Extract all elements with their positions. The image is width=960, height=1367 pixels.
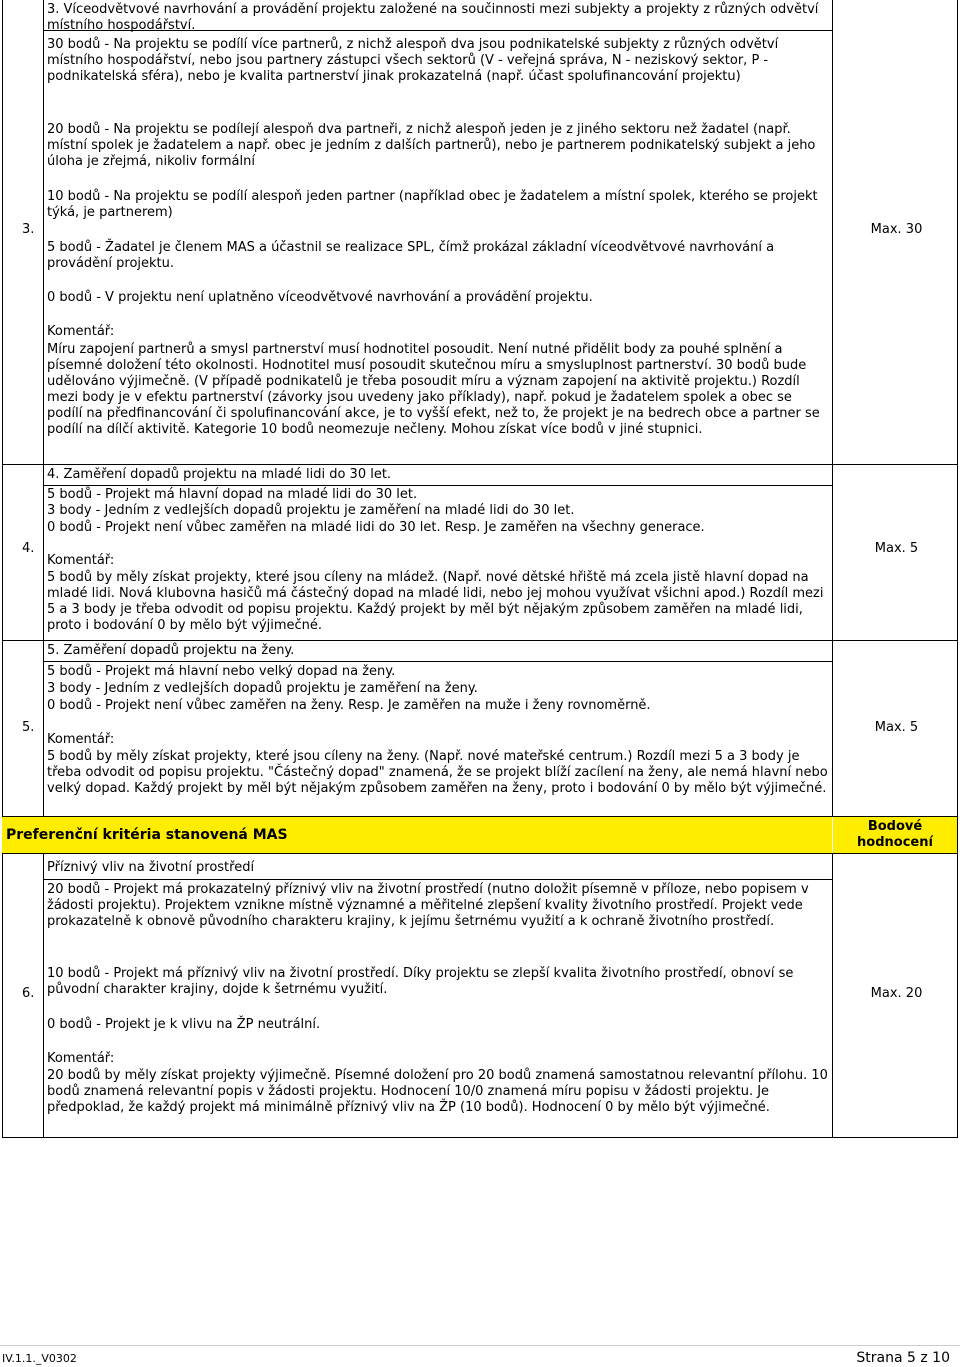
section-title: Preferenční kritéria stanovená MAS bbox=[2, 817, 832, 853]
criterion-heading: 3. Víceodvětvové navrhování a provádění projektu založené na součinnosti mezi subjekty a projekty z různých odvětví místního hospodářství. bbox=[47, 2, 819, 33]
scoring-0: 0 bodů - Projekt není vůbec zaměřen na ženy. Resp. Je zaměřen na muže i ženy rovnoměrně. bbox=[47, 698, 651, 713]
scoring-10: 10 bodů - Na projektu se podílí alespoň jeden partner (například obec je žadatelem a místní spolek, kterého se projekt týká, je partnerem) bbox=[47, 189, 818, 220]
scoring-3: 3 body - Jedním z vedlejších dopadů projektu je zaměření na ženy. bbox=[47, 681, 478, 696]
criterion-number: 3. bbox=[22, 222, 35, 237]
scoring-20: 20 bodů - Na projektu se podílejí alespoň dva partneři, z nichž alespoň jeden je z jiného sektoru než žadatel (např. místní spolek je žadatelem a např. obec je jedním z dalších partnerů), nebo je partnerem podnikatelský subjekt a jeho úloha je zřejmá, nikoliv formální bbox=[47, 122, 816, 169]
scoring-0: 0 bodů - V projektu není uplatněno víceodvětvové navrhování a provádění projektu. bbox=[47, 290, 593, 305]
scoring-0: 0 bodů - Projekt je k vlivu na ŽP neutrální. bbox=[47, 1017, 321, 1032]
comment-label: Komentář: bbox=[47, 324, 115, 339]
comment-label: Komentář: bbox=[47, 1051, 115, 1066]
scoring-20: 20 bodů - Projekt má prokazatelný příznivý vliv na životní prostředí (nutno doložit písemně v příloze, nebo popisem v žádosti projektu). Projektem vznikne místně významné a měřitelné zlepšení kvality životního prostředí. Projekt vede prokazatelně k obnově původního charakteru krajiny, k jejímu šetrnému využití a k ochraně životního prostředí. bbox=[47, 882, 809, 929]
scoring-0: 0 bodů - Projekt není vůbec zaměřen na mladé lidi do 30 let. Resp. Je zaměřen na všechny generace. bbox=[47, 520, 705, 535]
max-score: Max. 20 bbox=[870, 986, 923, 1001]
criterion-heading: Příznivý vliv na životní prostředí bbox=[47, 860, 255, 875]
criterion-number: 6. bbox=[22, 986, 35, 1001]
scoring-5: 5 bodů - Projekt má hlavní nebo velký dopad na ženy. bbox=[47, 664, 396, 679]
max-score: Max. 5 bbox=[874, 720, 919, 735]
score-header: Bodové hodnocení bbox=[833, 817, 957, 853]
comment-text: 5 bodů by měly získat projekty, které jsou cíleny na ženy. (Např. nové mateřské centrum.) Rozdíl mezi 5 a 3 body je třeba odvodit od popisu projektu. "Částečný dopad" znamená, že se projekt blíží zacílení na ženy, ale nemá hlavní nebo velký dopad. Každý projekt by měl být nějakým způsobem zaměřen na ženy, proto i bodování 0 by mělo být výjimečné. bbox=[47, 749, 828, 796]
scoring-3: 3 body - Jedním z vedlejších dopadů projektu je zaměření na mladé lidi do 30 let. bbox=[47, 503, 575, 518]
max-score: Max. 5 bbox=[874, 541, 919, 556]
comment-label: Komentář: bbox=[47, 732, 115, 747]
criterion-heading: 4. Zaměření dopadů projektu na mladé lidi do 30 let. bbox=[47, 467, 392, 482]
comment-text: 20 bodů by měly získat projekty výjimečně. Písemné doložení pro 20 bodů znamená samostatnou relevantní přílohu. 10 bodů znamená relevantní popis v žádosti projektu. Hodnocení 10/0 znamená míru popisu v žádosti projektu. Je předpoklad, že každý projekt má minimálně příznivý vliv na ŽP (10 bodů). Hodnocení 0 by mělo být výjimečné. bbox=[47, 1068, 828, 1115]
scoring-30: 30 bodů - Na projektu se podílí více partnerů, z nichž alespoň dva jsou podnikatelské subjekty z různých odvětví místního hospodářství, nebo jsou partnery zástupci všech sektorů (V - veřejná správa, N - neziskový sektor, P - podnikatelská sféra), nebo je kvalita partnerství jinak prokazatelná (např. účast spolufinancování projektu) bbox=[47, 37, 779, 84]
criterion-number: 4. bbox=[22, 541, 35, 556]
comment-text: 5 bodů by měly získat projekty, které jsou cíleny na mládež. (Např. nové dětské hřiště má zcela jistě hlavní dopad na mladé lidi. Nová klubovna hasičů má částečný dopad na mladé lidi, nebo jej mohou využívat všichni apod.) Rozdíl mezi 5 a 3 body je třeba odvodit od popisu projektu. Každý projekt by měl být nějakým způsobem zaměřen na mladé lidi, proto i bodování 0 by mělo být výjimečné. bbox=[47, 570, 824, 633]
scoring-5: 5 bodů - Projekt má hlavní dopad na mladé lidi do 30 let. bbox=[47, 487, 418, 502]
criterion-number: 5. bbox=[22, 720, 35, 735]
max-score: Max. 30 bbox=[870, 222, 923, 237]
scoring-10: 10 bodů - Projekt má příznivý vliv na životní prostředí. Díky projektu se zlepší kvalita životního prostředí, obnoví se původní charakter krajiny, dojde k šetrnému využití. bbox=[47, 966, 794, 997]
comment-text: Míru zapojení partnerů a smysl partnerství musí hodnotitel posoudit. Není nutné přidělit body za pouhé splnění a písemné doložení této okolnosti. Hodnotitel musí posoudit skutečnou míru a smysluplnost partnerství. 30 bodů bude udělováno výjimečně. (V případě podnikatelů je třeba posoudit míru a význam zapojení na aktivitě projektu.) Rozdíl mezi body je v efektu partnerství (závorky jsou uvedeny jako příklady), např. pokud je žadatelem spolek a obec se podílí na předfinancování či spolufinancování akce, je to vyšší efekt, než to, že projekt je na bedrech obce a partner se podílí na dílčí aktivitě. Kategorie 10 bodů neomezuje nečleny. Mohou získat více bodů v jiné stupnici. bbox=[47, 342, 820, 437]
scoring-5: 5 bodů - Žadatel je členem MAS a účastnil se realizace SPL, čímž prokázal základní víceodvětvové navrhování a provádění projektu. bbox=[47, 240, 775, 271]
comment-label: Komentář: bbox=[47, 553, 115, 568]
criterion-heading: 5. Zaměření dopadů projektu na ženy. bbox=[47, 643, 295, 658]
footer-divider bbox=[0, 1345, 960, 1346]
page-number: Strana 5 z 10 bbox=[856, 1350, 950, 1366]
document-id: IV.1.1._V0302 bbox=[2, 1352, 77, 1365]
